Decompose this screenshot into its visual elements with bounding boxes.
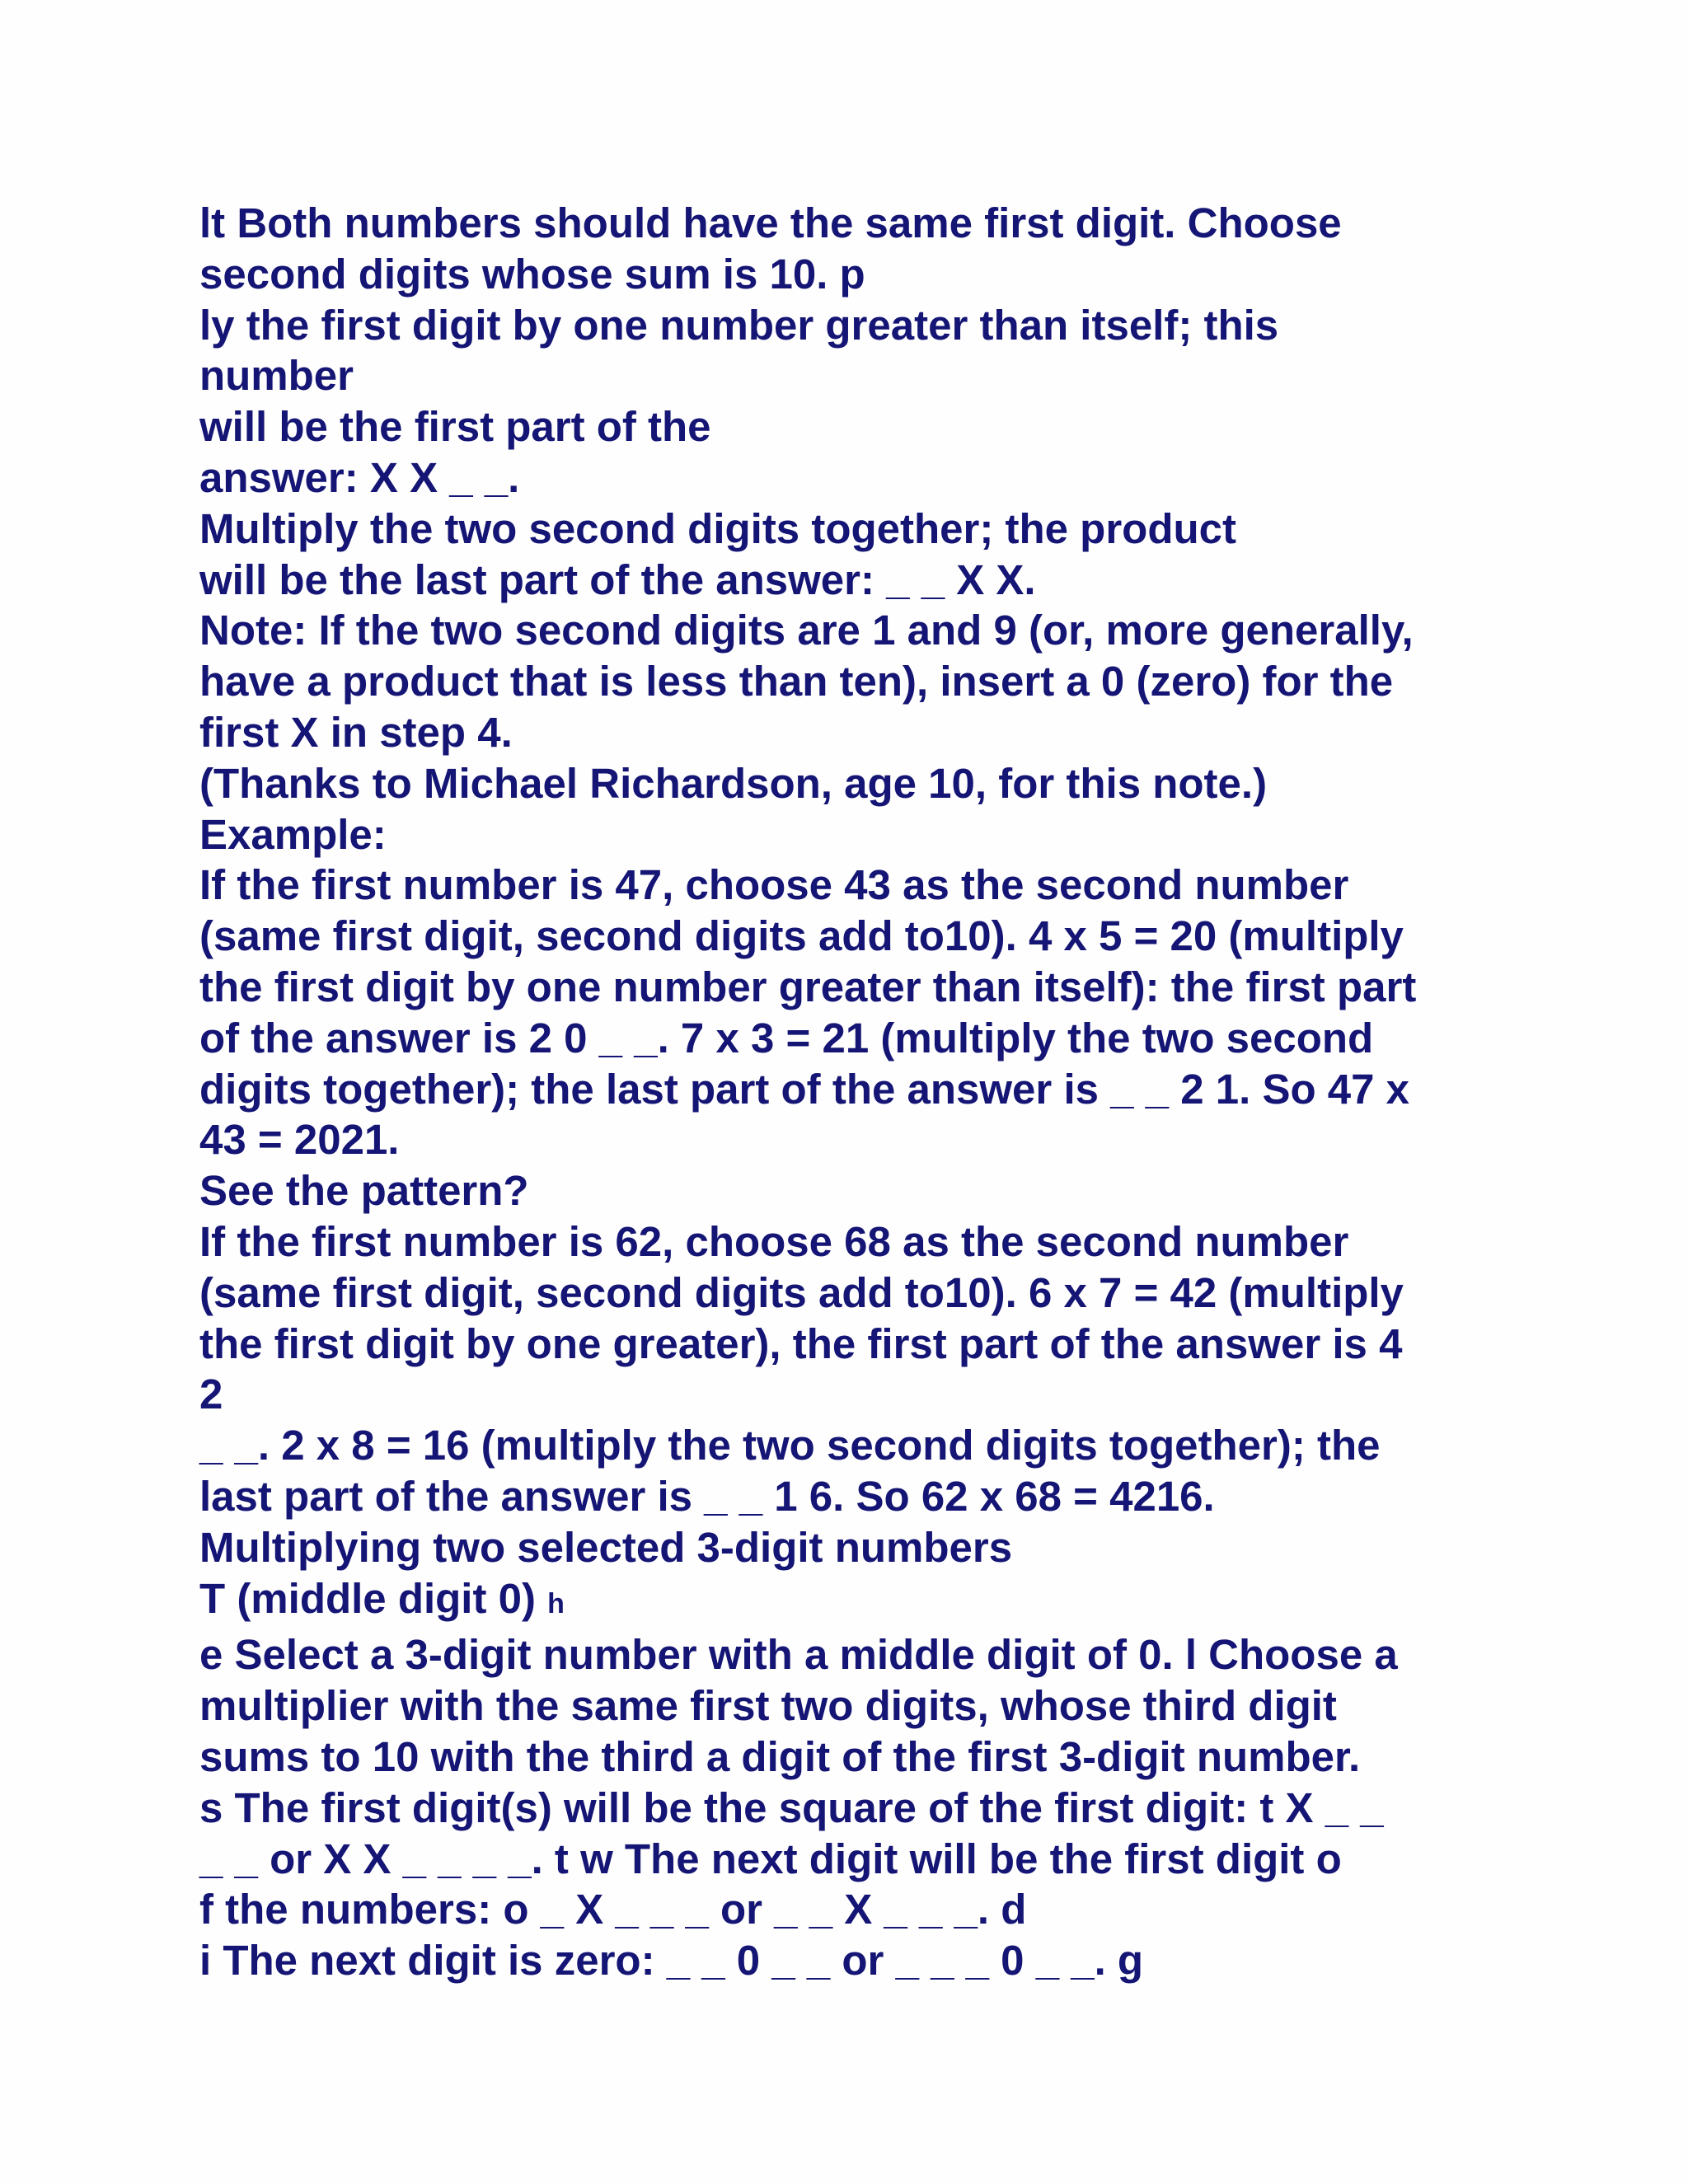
- text-line: f the numbers: o _ X _ _ _ or _ _ X _ _ _. d: [199, 1886, 1027, 1933]
- text-line: 43 = 2021.: [199, 1116, 400, 1164]
- text-line: the first digit by one number greater than itself): the first part: [199, 963, 1417, 1010]
- text-line: s The first digit(s) will be the square of the first digit: t X _ _: [199, 1783, 1384, 1831]
- text-line: lt Both numbers should have the same first digit. Choose: [199, 199, 1342, 246]
- text-line: Example:: [199, 810, 387, 858]
- text-line-t: [199, 1573, 1551, 1630]
- text-line: 2: [199, 1371, 223, 1418]
- text-line: last part of the answer is _ _ 1 6. So 62 x 68 = 4216.: [199, 1472, 1215, 1520]
- text-line-t-small: h: [547, 1587, 565, 1619]
- document-text-block: [199, 198, 1551, 1986]
- text-line: second digits whose sum is 10. p: [199, 250, 865, 298]
- text-line: answer: X X _ _.: [199, 453, 520, 501]
- text-line: sums to 10 with the third a digit of the first 3-digit number.: [199, 1732, 1361, 1780]
- text-line: If the first number is 62, choose 68 as the second number: [199, 1217, 1349, 1265]
- text-line: See the pattern?: [199, 1167, 529, 1215]
- text-line: i The next digit is zero: _ _ 0 _ _ or _ _ _ 0 _ _. g: [199, 1937, 1144, 1985]
- text-line: Multiplying two selected 3-digit numbers: [199, 1523, 1013, 1571]
- text-line: Note: If the two second digits are 1 and 9 (or, more generally,: [199, 607, 1414, 654]
- text-line: (same first digit, second digits add to10). 6 x 7 = 42 (multiply: [199, 1268, 1404, 1316]
- text-line: ly the first digit by one number greater than itself; this: [199, 301, 1279, 349]
- text-line: (same first digit, second digits add to10). 4 x 5 = 20 (multiply: [199, 912, 1404, 960]
- text-line: _ _ or X X _ _ _ _. t w The next digit will be the first digit o: [199, 1835, 1342, 1882]
- text-line-t-main: T (middle digit 0): [199, 1574, 548, 1622]
- text-line: will be the last part of the answer: _ _ X X.: [199, 555, 1036, 603]
- text-line: _ _. 2 x 8 = 16 (multiply the two second digits together); the: [199, 1422, 1381, 1469]
- text-line: Multiply the two second digits together; the product: [199, 504, 1236, 552]
- text-line: the first digit by one greater), the first part of the answer is 4: [199, 1319, 1403, 1367]
- text-line: have a product that is less than ten), insert a 0 (zero) for the: [199, 658, 1394, 705]
- text-line: digits together); the last part of the answer is _ _ 2 1. So 47 x: [199, 1065, 1410, 1113]
- text-line: first X in step 4.: [199, 708, 513, 756]
- text-line: e Select a 3-digit number with a middle digit of 0. l Choose a: [199, 1631, 1398, 1679]
- text-line: multiplier with the same first two digits, whose third digit: [199, 1682, 1337, 1730]
- text-line: will be the first part of the: [199, 403, 711, 451]
- text-line: number: [199, 352, 354, 400]
- text-line: (Thanks to Michael Richardson, age 10, for this note.): [199, 759, 1268, 807]
- text-line: of the answer is 2 0 _ _. 7 x 3 = 21 (multiply the two second: [199, 1014, 1374, 1062]
- text-line: If the first number is 47, choose 43 as the second number: [199, 861, 1349, 909]
